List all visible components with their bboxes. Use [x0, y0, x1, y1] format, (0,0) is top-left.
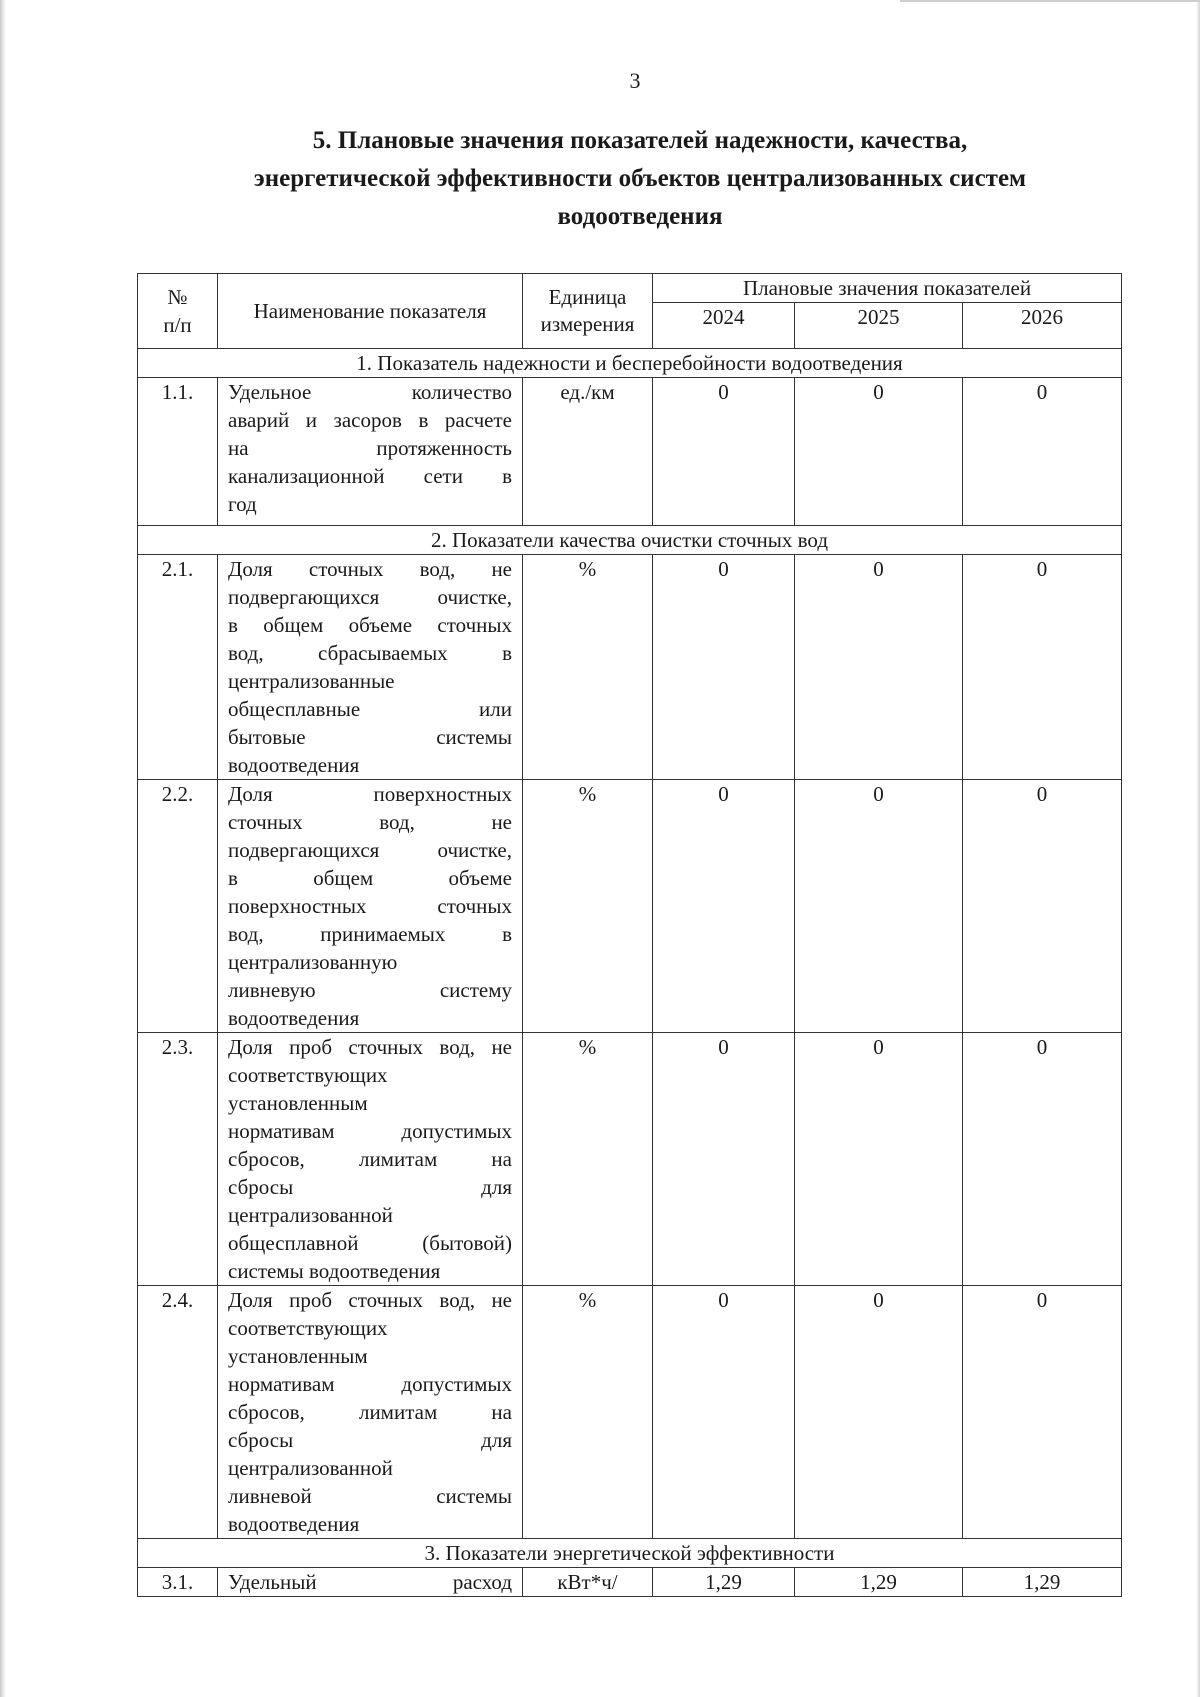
value-2024: 0 [653, 1286, 795, 1539]
header-unit-line2: измерения [540, 312, 635, 336]
indicator-name-line: общесплавные или [228, 697, 512, 721]
table-row [138, 1286, 1122, 1539]
indicator-name-line: сбросы для [228, 1428, 512, 1452]
value-2024: 0 [653, 1033, 795, 1286]
unit-cell: % [523, 780, 653, 1033]
row-number: 2.1. [138, 555, 218, 780]
indicator-name-line: канализационной сети в [228, 464, 512, 488]
unit-cell: ед./км [523, 378, 653, 526]
indicator-name-line: ливневой системы [228, 1484, 512, 1508]
indicator-name-line: сбросов, лимитам на [228, 1147, 512, 1171]
table-row [138, 555, 1122, 780]
indicator-name-line: нормативам допустимых [228, 1372, 512, 1396]
indicator-name-line: в общем объеме [228, 866, 512, 890]
header-number-line2: п/п [163, 313, 192, 337]
value-2025: 0 [795, 1033, 963, 1286]
table-row [138, 1568, 1122, 1597]
indicator-name-line: вод, сбрасываемых в [228, 641, 512, 665]
indicator-name-line: централизованные [228, 669, 395, 693]
indicator-name-line: централизованной [228, 1203, 393, 1227]
value-2024: 0 [653, 378, 795, 526]
page-number: 3 [629, 68, 641, 93]
unit-cell: кВт*ч/ [523, 1568, 653, 1597]
section-row [138, 1539, 1122, 1568]
row-number: 2.3. [138, 1033, 218, 1286]
indicators-table [137, 273, 1122, 1597]
indicator-name-line: ливневую систему [228, 978, 512, 1002]
indicator-name-line: централизованной [228, 1456, 393, 1480]
indicator-name [218, 1568, 523, 1597]
title-line-1: 5. Плановые значения показателей надежности, качества, [312, 127, 968, 154]
indicator-name-line: водоотведения [228, 1512, 360, 1536]
section-row [138, 526, 1122, 555]
row-number: 2.2. [138, 780, 218, 1033]
indicator-name-line: водоотведения [228, 753, 360, 777]
indicator-name-line: установленным [228, 1344, 368, 1368]
header-year-2024: 2024 [653, 303, 795, 349]
scan-edge-right [1196, 0, 1200, 1697]
indicator-name-line: сбросов, лимитам на [228, 1400, 512, 1424]
section-title: 3. Показатели энергетической эффективности [138, 1539, 1122, 1568]
value-2026: 0 [963, 1033, 1122, 1286]
indicator-name-line: на протяженность [228, 436, 512, 460]
value-2026: 0 [963, 378, 1122, 526]
header-year-2025: 2025 [795, 303, 963, 349]
unit-cell: % [523, 1033, 653, 1286]
indicator-name-line: системы водоотведения [228, 1259, 441, 1283]
row-number: 1.1. [138, 378, 218, 526]
table-row [138, 1033, 1122, 1286]
indicator-name-line: соответствующих [228, 1063, 388, 1087]
unit-cell: % [523, 555, 653, 780]
indicator-name-line: общесплавной (бытовой) [228, 1231, 512, 1255]
scan-edge-left [0, 0, 6, 1697]
value-2025: 0 [795, 555, 963, 780]
header-number [138, 274, 218, 349]
indicator-name-line: соответствующих [228, 1316, 388, 1340]
value-2026: 1,29 [963, 1568, 1122, 1597]
indicator-name-line: сбросы для [228, 1175, 512, 1199]
indicator-name-line: Удельное количество [228, 380, 512, 404]
header-number-line1: № [167, 285, 188, 309]
table-row [138, 780, 1122, 1033]
section-title: 2. Показатели качества очистки сточных вод [138, 526, 1122, 555]
unit-cell: % [523, 1286, 653, 1539]
section-title: 1. Показатель надежности и бесперебойности водоотведения [138, 349, 1122, 378]
row-number: 2.4. [138, 1286, 218, 1539]
scan-top-mark [900, 0, 1200, 2]
value-2024: 0 [653, 555, 795, 780]
value-2026: 0 [963, 555, 1122, 780]
indicator-name-line: централизованную [228, 950, 398, 974]
indicator-name-line: водоотведения [228, 1006, 360, 1030]
indicator-name-line: Доля проб сточных вод, не [228, 1035, 512, 1059]
header-unit [523, 274, 653, 349]
value-2025: 0 [795, 378, 963, 526]
indicator-name [218, 1033, 523, 1286]
indicator-name-line: год [228, 492, 257, 516]
indicator-name [218, 555, 523, 780]
header-unit-line1: Единица [548, 285, 627, 309]
document-title [190, 122, 1090, 236]
indicator-name-line: Удельный расход [228, 1570, 512, 1594]
table-body [138, 349, 1122, 1597]
indicator-name-line: вод, принимаемых в [228, 922, 512, 946]
indicator-name-line: поверхностных сточных [228, 894, 512, 918]
indicator-name [218, 780, 523, 1033]
table-row [138, 378, 1122, 526]
indicator-name-line: аварий и засоров в расчете [228, 408, 512, 432]
indicator-name-line: бытовые системы [228, 725, 512, 749]
title-line-3: водоотведения [557, 203, 723, 230]
section-row [138, 349, 1122, 378]
value-2026: 0 [963, 1286, 1122, 1539]
title-line-2: энергетической эффективности объектов централизованных систем [253, 165, 1027, 192]
indicator-name-line: подвергающихся очистке, [228, 838, 512, 862]
header-year-2026: 2026 [963, 303, 1122, 349]
row-number: 3.1. [138, 1568, 218, 1597]
header-planned-values: Плановые значения показателей [653, 274, 1122, 303]
value-2024: 0 [653, 780, 795, 1033]
indicator-name-line: Доля поверхностных [228, 782, 512, 806]
indicator-name-line: Доля проб сточных вод, не [228, 1288, 512, 1312]
indicator-name-line: сточных вод, не [228, 810, 512, 834]
indicator-name-line: в общем объеме сточных [228, 613, 512, 637]
indicator-name-line: установленным [228, 1091, 368, 1115]
indicator-name-line: Доля сточных вод, не [228, 557, 512, 581]
header-indicator-name: Наименование показателя [218, 274, 523, 349]
indicator-name [218, 378, 523, 526]
indicator-name-line: подвергающихся очистке, [228, 585, 512, 609]
indicator-name-line: нормативам допустимых [228, 1119, 512, 1143]
value-2025: 0 [795, 1286, 963, 1539]
value-2025: 0 [795, 780, 963, 1033]
indicator-name [218, 1286, 523, 1539]
value-2026: 0 [963, 780, 1122, 1033]
value-2024: 1,29 [653, 1568, 795, 1597]
value-2025: 1,29 [795, 1568, 963, 1597]
